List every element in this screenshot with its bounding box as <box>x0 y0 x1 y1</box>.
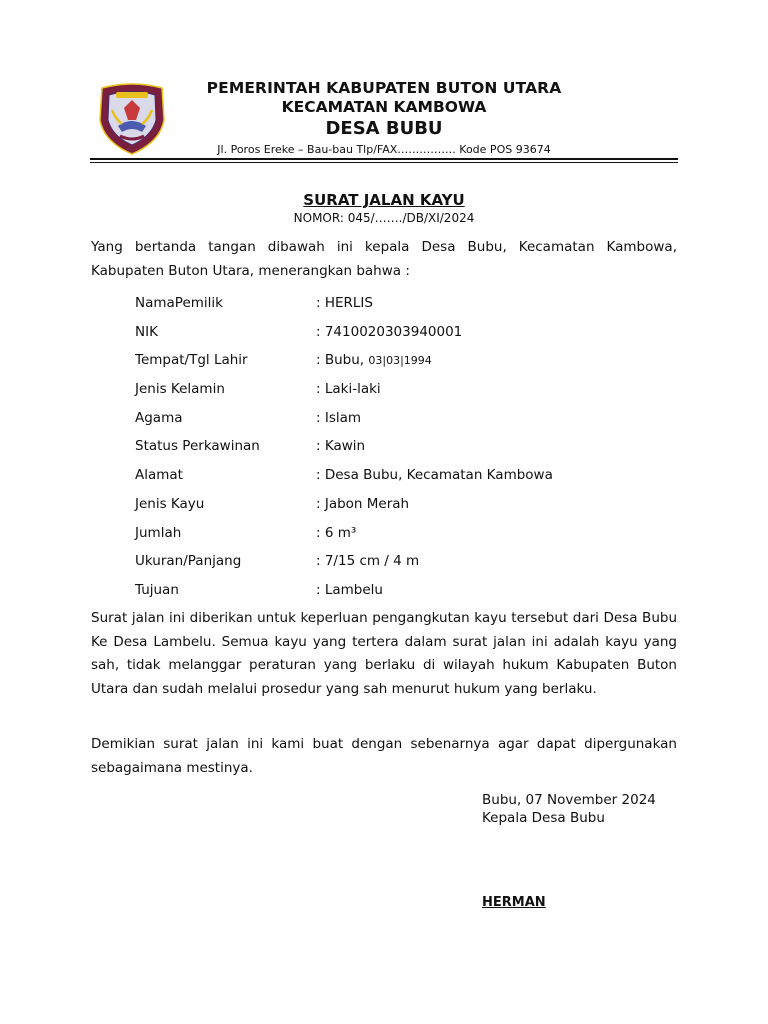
signature-block <box>482 791 656 827</box>
field-label: Jumlah <box>135 524 182 541</box>
field-value <box>316 348 635 377</box>
field-label: Status Perkawinan <box>135 438 260 455</box>
body-paragraph: Surat jalan ini diberikan untuk keperluan pengangkutan kayu tersebut dari Desa Bubu Ke Desa Lambelu. Semua kayu yang tertera dalam surat jalan ini adalah kayu yang sah, tidak melanggar peraturan yang berlaku di wilayah hukum Kabupaten Buton Utara dan sudah melalui prosedur yang sah menurut hukum yang berlaku. <box>91 610 677 697</box>
owner-details <box>135 291 635 607</box>
letterhead-government: PEMERINTAH KABUPATEN BUTON UTARA <box>206 79 562 97</box>
signature-place-date: Bubu, 07 November 2024 <box>482 792 656 808</box>
field-label: Agama <box>135 409 183 426</box>
regency-crest-icon <box>96 80 168 156</box>
field-label: Ukuran/Panjang <box>135 553 242 570</box>
field-value: : HERLIS <box>316 295 373 311</box>
field-row <box>135 463 635 492</box>
field-label: Jenis Kayu <box>135 495 205 512</box>
field-value: : 7410020303940001 <box>316 323 463 340</box>
field-value: : Laki-laki <box>316 381 381 398</box>
field-label: Alamat <box>135 467 183 484</box>
intro-paragraph: Yang bertanda tangan dibawah ini kepala Desa Bubu, Kecamatan Kambowa, Kabupaten Buton Utara, menerangkan bahwa : <box>91 239 677 279</box>
signature-position: Kepala Desa Bubu <box>482 810 605 826</box>
field-value: : Lambelu <box>316 581 383 598</box>
letterhead-address: Jl. Poros Ereke – Bau-bau Tlp/FAX……………. Kode POS 93674 <box>217 143 551 156</box>
closing-paragraph: Demikian surat jalan ini kami buat dengan sebenarnya agar dapat dipergunakan sebagaimana mestinya. <box>91 736 677 776</box>
field-label: Jenis Kelamin <box>135 381 225 398</box>
birth-place: : Bubu, <box>316 352 369 369</box>
document-number: NOMOR: 045/……./DB/XI/2024 <box>293 211 475 225</box>
field-row <box>135 377 635 406</box>
field-label: Tempat/Tgl Lahir <box>135 352 248 369</box>
field-row <box>135 521 635 550</box>
letterhead-village: DESA BUBU <box>325 118 443 139</box>
letterhead-divider-thin <box>90 162 678 163</box>
field-row <box>135 549 635 578</box>
birth-date: 03|03|1994 <box>368 354 432 368</box>
field-label: NamaPemilik <box>135 295 223 311</box>
field-value: : 7/15 cm / 4 m <box>316 553 420 570</box>
field-row <box>135 434 635 463</box>
letterhead-district: KECAMATAN KAMBOWA <box>281 98 487 116</box>
document-title: SURAT JALAN KAYU <box>303 191 465 209</box>
field-value: : Jabon Merah <box>316 495 410 512</box>
field-value: : Kawin <box>316 438 366 455</box>
field-row <box>135 406 635 435</box>
field-row <box>135 578 635 607</box>
signer-name: HERMAN <box>482 895 546 910</box>
field-row <box>135 492 635 521</box>
field-value: : 6 m³ <box>316 524 357 541</box>
field-label: NIK <box>135 323 158 340</box>
field-row <box>135 348 635 377</box>
field-row <box>135 291 635 320</box>
field-row <box>135 320 635 349</box>
field-label: Tujuan <box>135 581 179 598</box>
letterhead <box>170 79 598 159</box>
field-value: : Desa Bubu, Kecamatan Kambowa <box>316 467 553 484</box>
field-value: : Islam <box>316 409 362 426</box>
letterhead-divider-thick <box>90 158 678 160</box>
